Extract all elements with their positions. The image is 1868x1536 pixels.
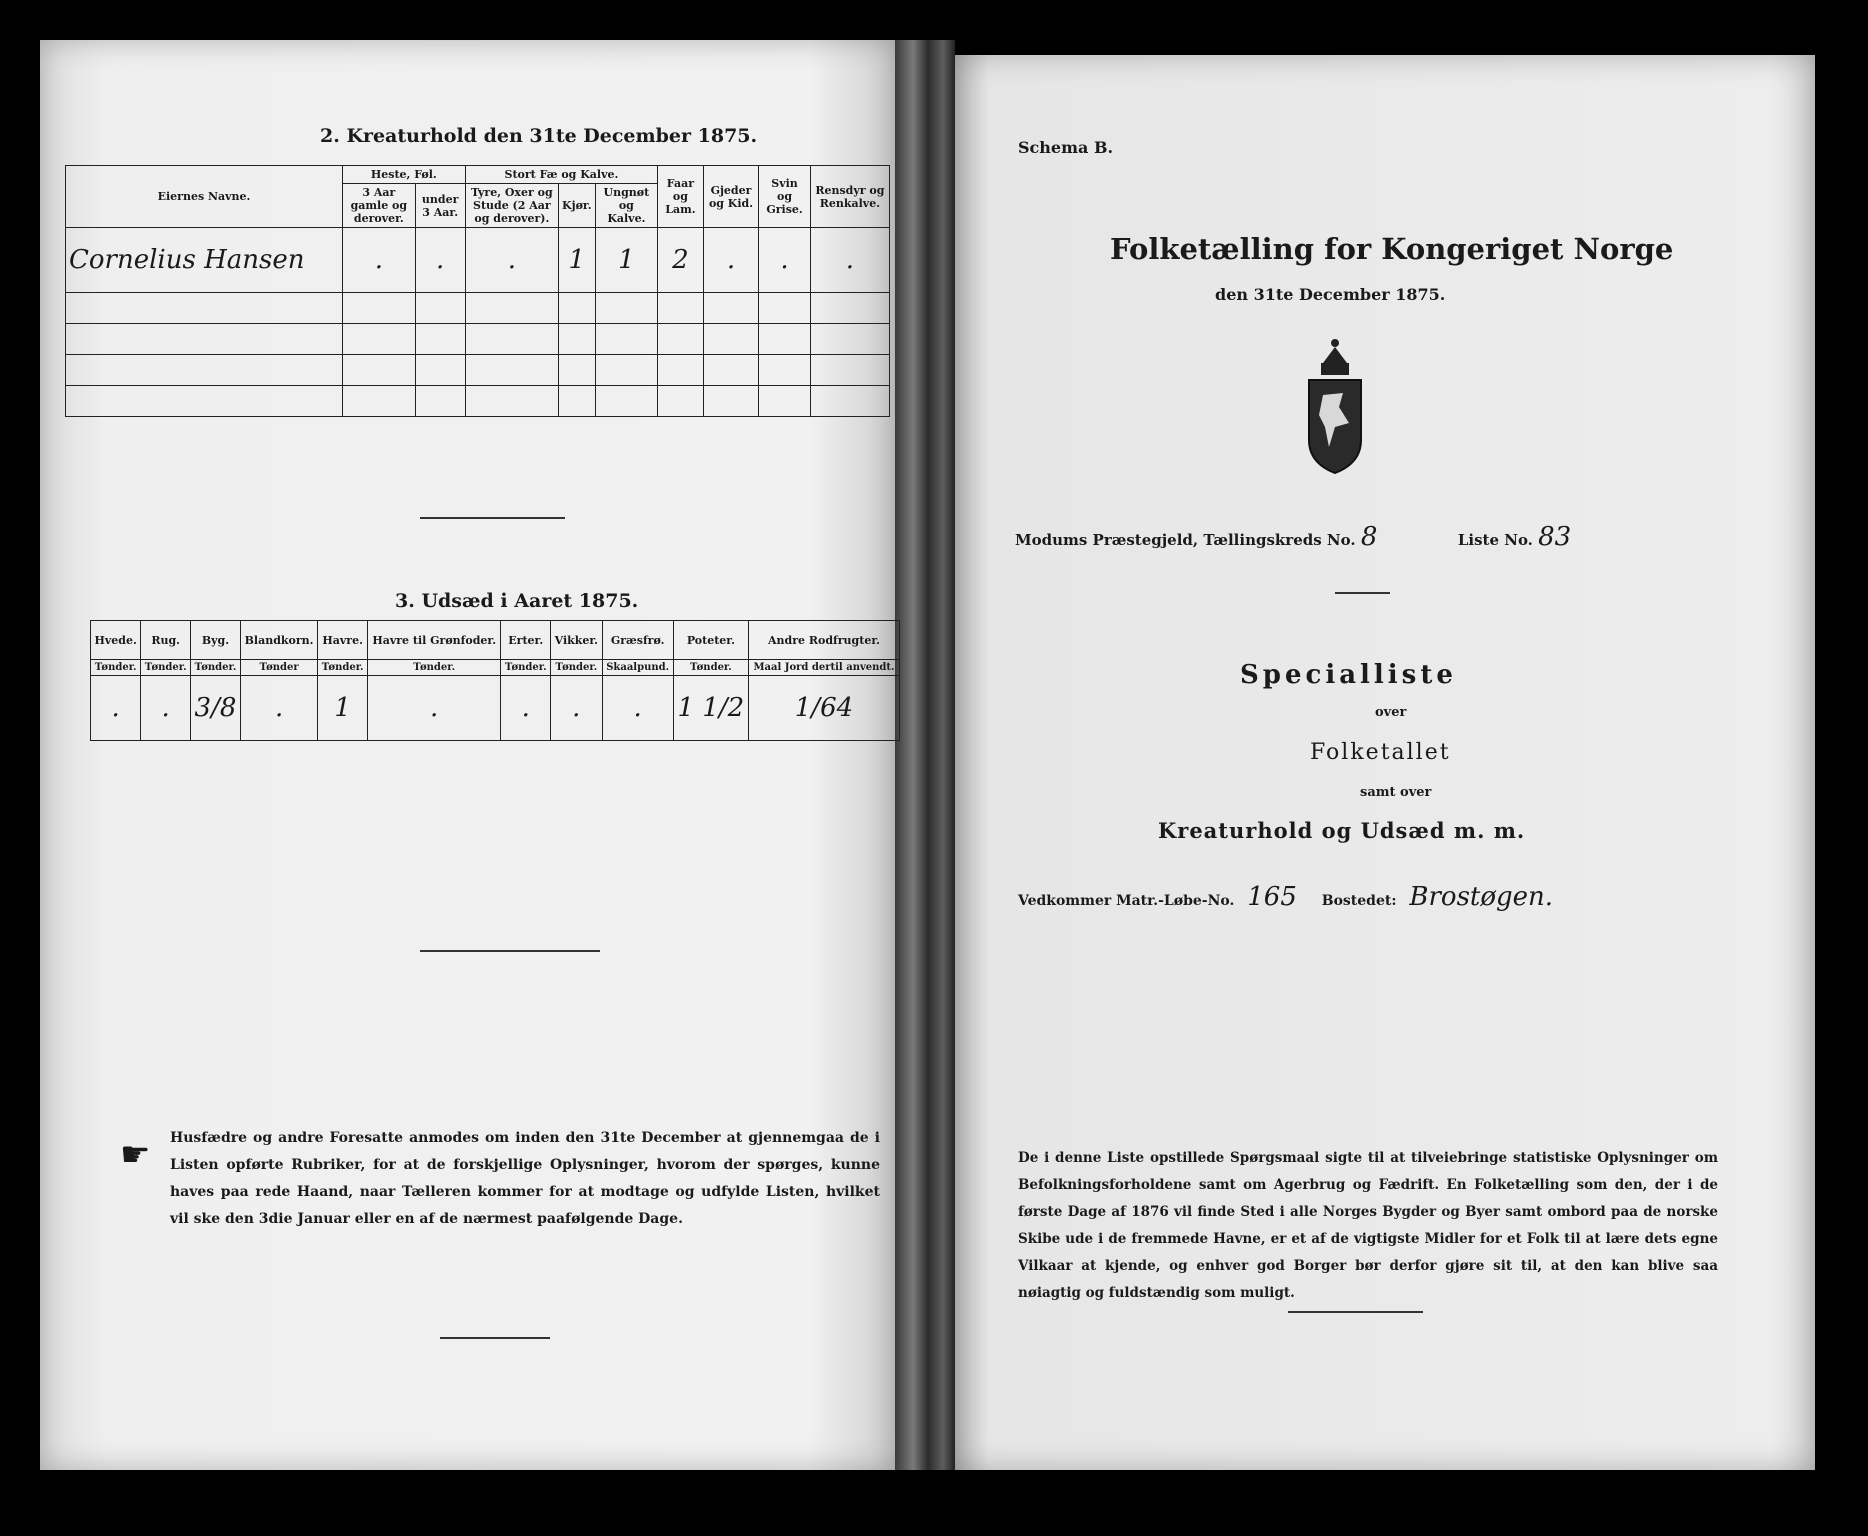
header-cattle-bulls: Tyre, Oxer og Stude (2 Aar og derover).: [465, 184, 558, 228]
seed-value-cell: .: [551, 676, 602, 741]
seed-header-name: Erter.: [501, 621, 551, 660]
seed-header-name: Byg.: [191, 621, 241, 660]
header-cattle-cows: Kjør.: [559, 184, 596, 228]
header-owner: Eiernes Navne.: [66, 166, 343, 228]
matr-label: Vedkommer Matr.-Løbe-No.: [1018, 893, 1235, 909]
seed-value-cell: 1: [318, 676, 368, 741]
cell-horses-old: .: [343, 228, 416, 293]
notice-text: Husfædre og andre Foresatte anmodes om inden den 31te December at gjennemgaa de i Listen opførte Rubriker, for at de forskjellige Oplysninger, hvorom der spørges, kunne haves paa rede Haand, naar Tælleren kommer for at modtage og udfylde Listen, hvilket vil ske den 3die Januar eller en af de nærmest paafølgende Dage.: [170, 1130, 880, 1227]
seed-value-cell: 3/8: [191, 676, 241, 741]
seed-header-unit: Tønder.: [551, 660, 602, 676]
bosted-value: Brostøgen.: [1409, 882, 1554, 912]
cell-goats: .: [703, 228, 759, 293]
kreaturhold-title: Kreaturhold og Udsæd m. m.: [1158, 818, 1526, 843]
seed-header-name: Andre Rodfrugter.: [748, 621, 899, 660]
over-label: over: [1375, 705, 1407, 720]
cell-horses-young: .: [415, 228, 465, 293]
folketallet-title: Folketallet: [1310, 740, 1451, 765]
cell-cattle-bulls: .: [465, 228, 558, 293]
owner-name: Cornelius Hansen: [66, 228, 343, 293]
livestock-table: [65, 165, 890, 417]
seed-value-cell: .: [240, 676, 317, 741]
district-number: 8: [1360, 522, 1378, 552]
seed-header-unit: Tønder.: [673, 660, 748, 676]
seed-header-name: Rug.: [141, 621, 191, 660]
livestock-row: [66, 228, 890, 293]
empty-row: [66, 324, 890, 355]
section3-title: 3. Udsæd i Aaret 1875.: [395, 590, 639, 612]
seed-value-cell: .: [91, 676, 141, 741]
seed-header-unit: Tønder.: [191, 660, 241, 676]
district-line: [1015, 522, 1571, 552]
seed-header-unit: Tønder.: [318, 660, 368, 676]
empty-row: [66, 355, 890, 386]
seed-header-unit: Maal Jord dertil anvendt.: [748, 660, 899, 676]
header-horses-old: 3 Aar gamle og derover.: [343, 184, 416, 228]
header-horses-young: under 3 Aar.: [415, 184, 465, 228]
seed-header-name: Blandkorn.: [240, 621, 317, 660]
divider: [420, 950, 600, 952]
seed-header-unit: Tønder.: [141, 660, 191, 676]
cell-cattle-cows: 1: [559, 228, 596, 293]
cell-sheep: 2: [658, 228, 703, 293]
divider: [440, 1337, 550, 1339]
list-number: 83: [1538, 522, 1572, 552]
census-title: Folketælling for Kongeriget Norge: [1110, 232, 1674, 266]
header-sheep: Faar og Lam.: [658, 166, 703, 228]
seed-value-cell: .: [602, 676, 673, 741]
seed-header-name: Græsfrø.: [602, 621, 673, 660]
bosted-label: Bostedet:: [1321, 893, 1397, 909]
matr-number: 165: [1247, 882, 1297, 912]
section2-title: 2. Kreaturhold den 31te December 1875.: [320, 125, 758, 147]
empty-row: [66, 293, 890, 324]
seed-header-name: Hvede.: [91, 621, 141, 660]
seed-header-name: Havre.: [318, 621, 368, 660]
header-cattle: Stort Fæ og Kalve.: [465, 166, 658, 184]
intro-text: De i denne Liste opstillede Spørgsmaal sigte til at tilveiebringe statistiske Oplysninger om Befolkningsforholdene samt om Agerbrug og Fædrift. En Folketælling som den, der i de første Dage af 1876 vil finde Sted i alle Norges Bygder og Byer samt ombord paa de norske Skibe ude i de fremmede Havne, er et af de vigtigste Midler for et Folk til at lære dets egne Vilkaar at kjende, og enhver god Borger bør derfor gjøre sit til, at den kan blive saa nøiagtig og fuldstændig som muligt.: [1018, 1150, 1718, 1301]
seed-value-cell: .: [141, 676, 191, 741]
cell-reindeer: .: [810, 228, 889, 293]
schema-label: Schema B.: [1018, 138, 1114, 157]
header-pigs: Svin og Grise.: [759, 166, 810, 228]
list-label: Liste No.: [1457, 531, 1533, 549]
header-cattle-young: Ungnøt og Kalve.: [595, 184, 658, 228]
seed-header-name: Poteter.: [673, 621, 748, 660]
header-horses: Heste, Føl.: [343, 166, 466, 184]
district-label: Modums Præstegjeld, Tællingskreds No.: [1015, 531, 1356, 549]
cell-pigs: .: [759, 228, 810, 293]
seed-value-cell: 1/64: [748, 676, 899, 741]
divider: [1335, 592, 1390, 594]
census-date: den 31te December 1875.: [1215, 285, 1446, 304]
seed-header-unit: Tønder.: [368, 660, 501, 676]
seed-header-name: Havre til Grønfoder.: [368, 621, 501, 660]
matr-line: [1018, 882, 1553, 912]
seed-header-unit: Skaalpund.: [602, 660, 673, 676]
header-reindeer: Rensdyr og Renkalve.: [810, 166, 889, 228]
divider: [1288, 1311, 1423, 1313]
seed-header-unit: Tønder: [240, 660, 317, 676]
seed-header-unit: Tønder.: [91, 660, 141, 676]
header-goats: Gjeder og Kid.: [703, 166, 759, 228]
empty-row: [66, 386, 890, 417]
cell-cattle-young: 1: [595, 228, 658, 293]
seed-header-name: Vikker.: [551, 621, 602, 660]
seed-value-cell: 1 1/2: [673, 676, 748, 741]
pointing-hand-icon: ☛: [120, 1135, 151, 1175]
divider: [420, 517, 565, 519]
seed-table: [90, 620, 900, 741]
norway-coat-of-arms-icon: [1305, 335, 1365, 475]
specialliste-title: Specialliste: [1240, 660, 1457, 690]
seed-value-cell: .: [501, 676, 551, 741]
book-spine: [895, 40, 955, 1470]
samt-over-label: samt over: [1360, 785, 1432, 800]
seed-value-cell: .: [368, 676, 501, 741]
seed-header-unit: Tønder.: [501, 660, 551, 676]
